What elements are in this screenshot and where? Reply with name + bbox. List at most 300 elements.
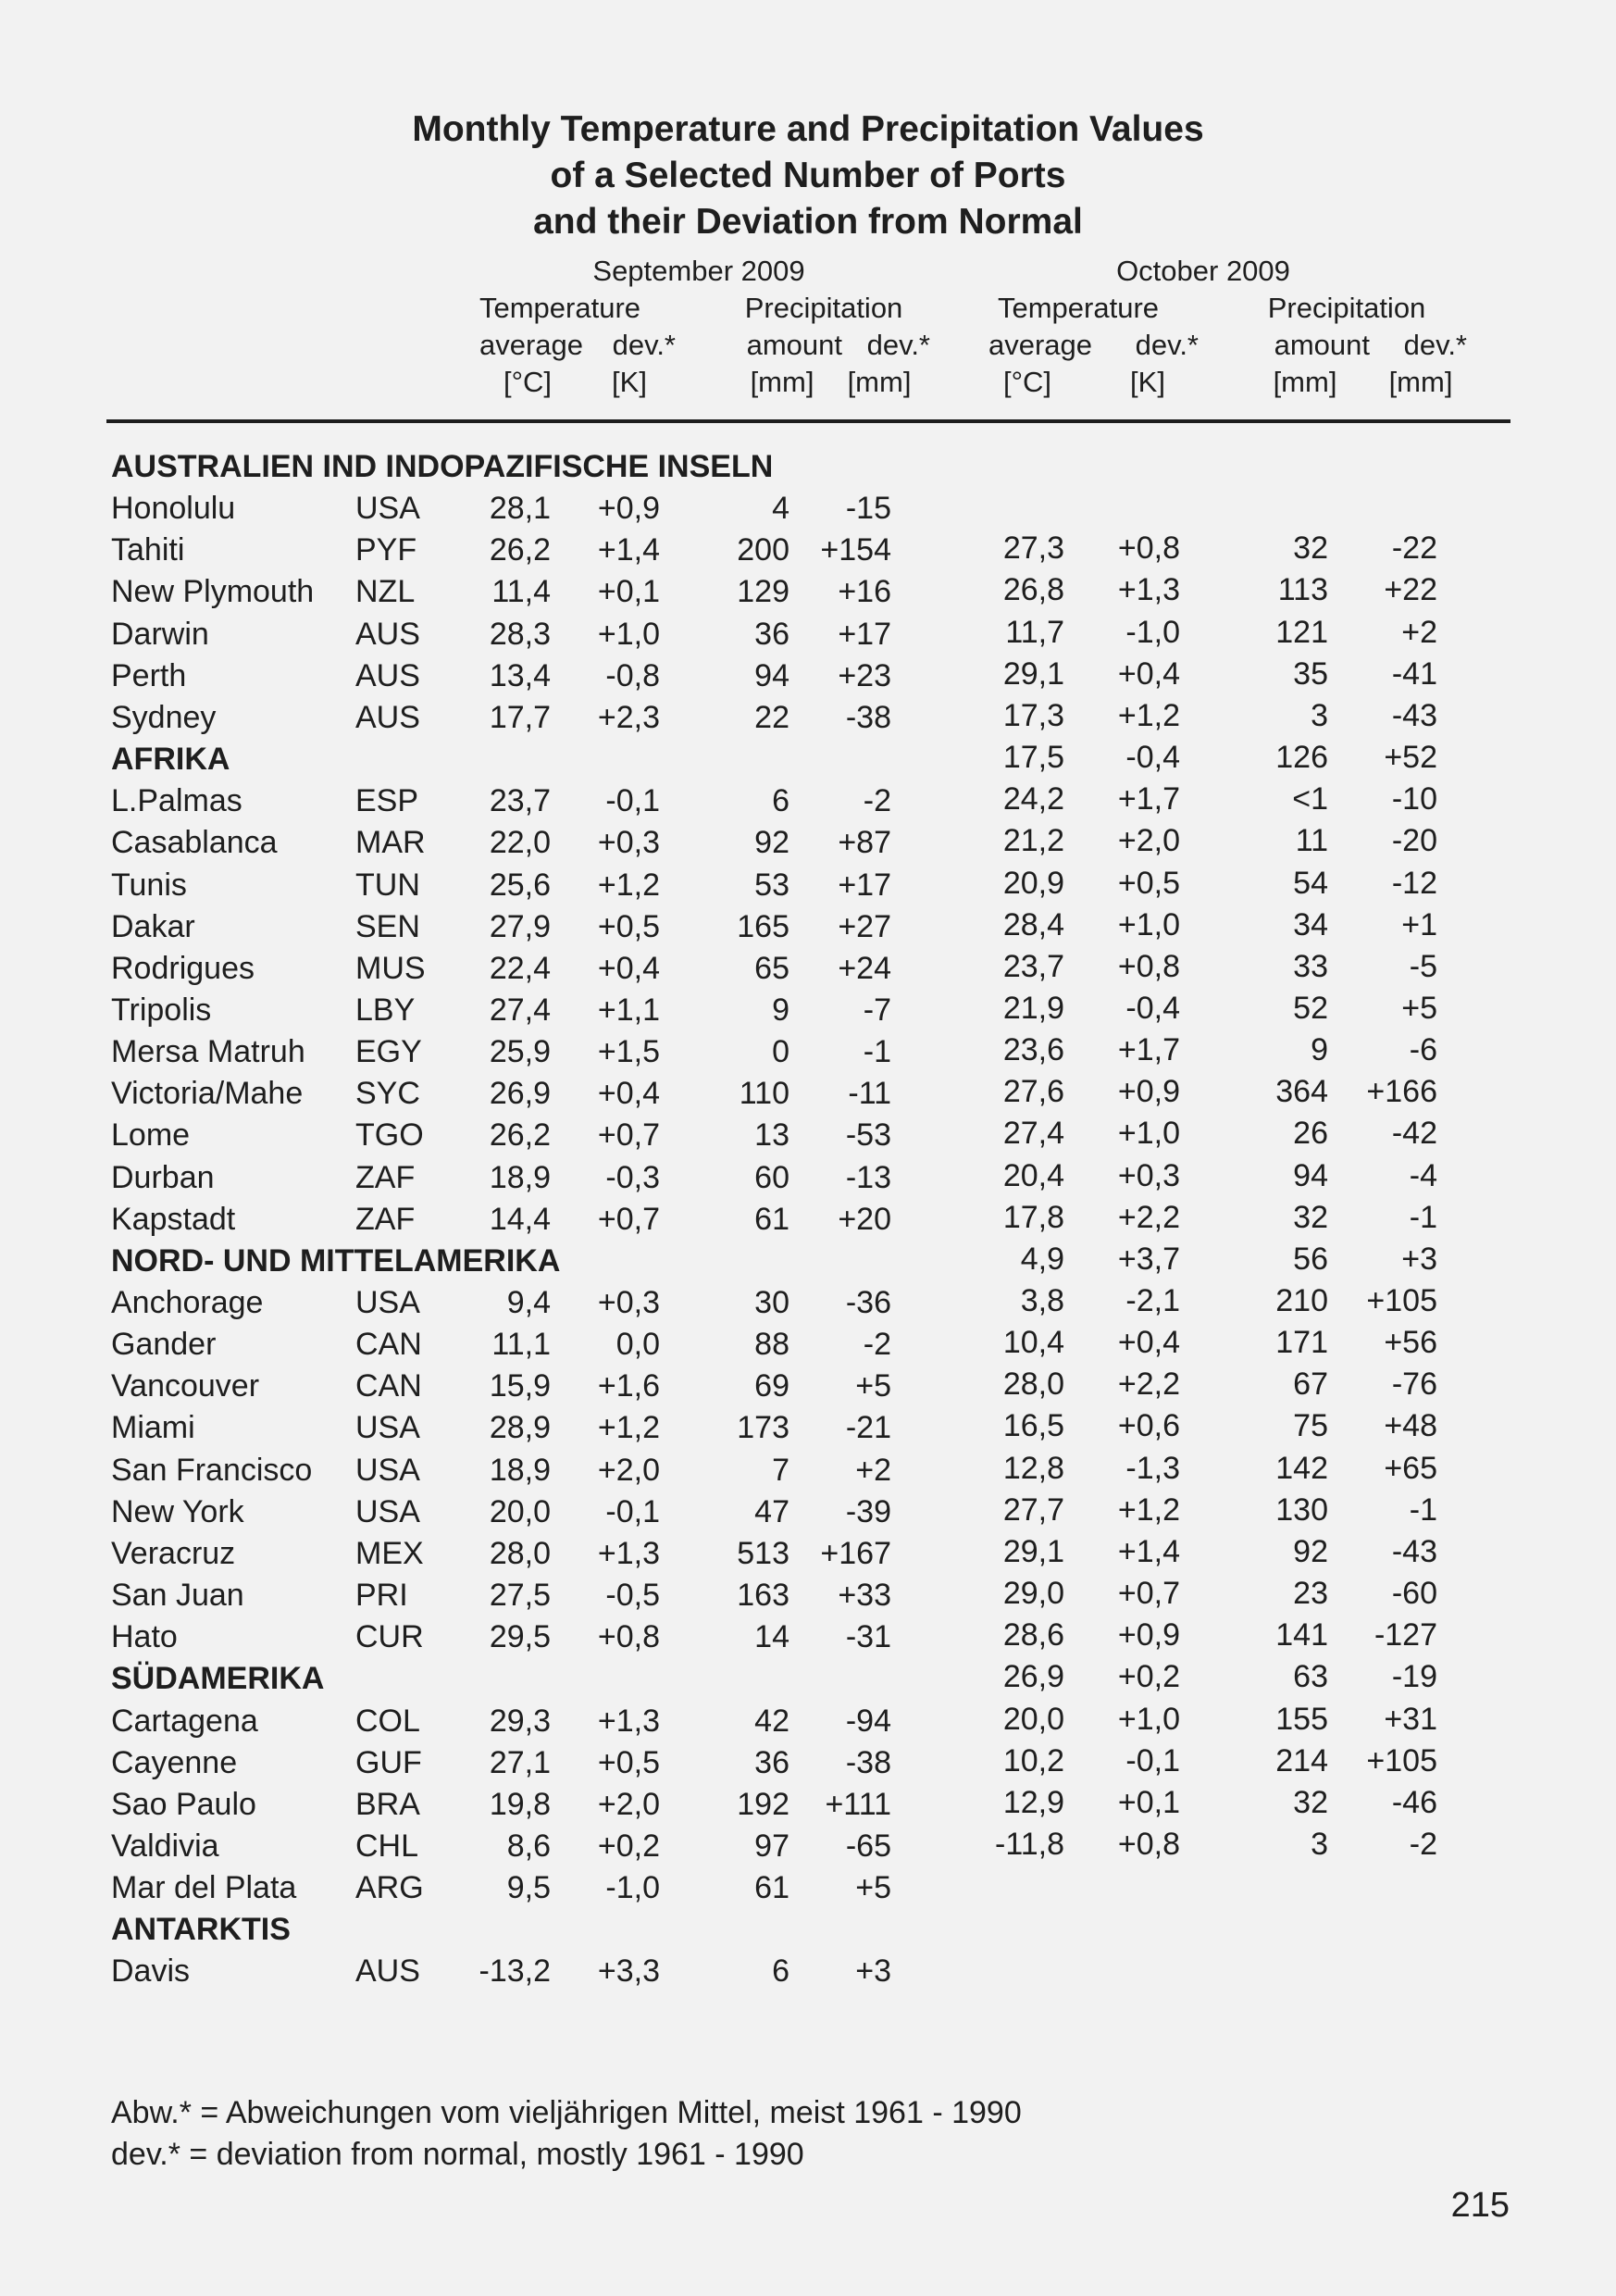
oct-temp-dev: +1,7 xyxy=(1117,781,1180,817)
oct-temp-dev: +2,2 xyxy=(1117,1199,1180,1235)
october-row xyxy=(0,905,1616,946)
sep-prec-dev: -94 xyxy=(845,1703,891,1739)
country-code: EGY xyxy=(355,1034,422,1070)
sep-amount: 6 xyxy=(772,783,789,819)
country-code: SYC xyxy=(355,1076,420,1112)
oct-prec-dev: -76 xyxy=(1391,1366,1437,1403)
sep-avg: 28,0 xyxy=(489,1535,551,1571)
sep-amount: 65 xyxy=(754,950,789,986)
october-row xyxy=(0,946,1616,988)
oct-avg: 4,9 xyxy=(1020,1241,1064,1277)
sep-prec-dev: +154 xyxy=(820,532,891,568)
oct-avg: 17,5 xyxy=(1002,740,1064,776)
sep-amount: 0 xyxy=(772,1034,789,1070)
country-code: TUN xyxy=(355,867,420,903)
oct-prec-dev: +3 xyxy=(1401,1241,1437,1277)
oct-prec-dev: +5 xyxy=(1401,990,1437,1026)
oct-prec-dev: -6 xyxy=(1409,1032,1437,1068)
header-rule xyxy=(106,419,1510,423)
sep-avg: 26,2 xyxy=(489,532,551,568)
sep-amount: 13 xyxy=(754,1117,789,1154)
sep-amount: 61 xyxy=(754,1870,789,1906)
sep-amount: 30 xyxy=(754,1285,789,1320)
sep-avg: 20,0 xyxy=(489,1493,551,1529)
header-oct-prec-dev: dev.* xyxy=(1403,329,1467,361)
oct-temp-dev: +1,3 xyxy=(1117,572,1180,608)
sep-prec-dev: -38 xyxy=(845,1744,891,1780)
header-oct-unit-k: [K] xyxy=(1130,366,1165,398)
oct-amount: 75 xyxy=(1293,1408,1328,1444)
oct-prec-dev: -10 xyxy=(1391,781,1437,817)
sep-temp-dev: +1,2 xyxy=(597,867,660,903)
sep-temp-dev: +1,5 xyxy=(597,1034,660,1070)
sep-prec-dev: +5 xyxy=(855,1368,891,1404)
oct-prec-dev: +105 xyxy=(1366,1742,1437,1778)
october-row xyxy=(0,863,1616,905)
sep-temp-dev: +2,0 xyxy=(597,1786,660,1822)
sep-prec-dev: +33 xyxy=(838,1578,891,1614)
sep-avg: 11,1 xyxy=(491,1327,551,1363)
page-title xyxy=(0,106,1616,245)
oct-amount: 11 xyxy=(1295,823,1328,859)
section-heading: NORD- UND MITTELAMERIKA xyxy=(111,1242,561,1279)
table-row xyxy=(0,1951,1616,1992)
sep-temp-dev: -0,1 xyxy=(605,783,660,819)
country-code: MUS xyxy=(355,950,426,986)
oct-temp-dev: +2,0 xyxy=(1117,823,1180,859)
port-name: Rodrigues xyxy=(111,950,255,986)
sep-prec-dev: -39 xyxy=(845,1493,891,1529)
header-sep-unit-mm-dev: [mm] xyxy=(847,366,912,398)
sep-amount: 173 xyxy=(737,1410,789,1446)
sep-amount: 42 xyxy=(754,1703,789,1739)
oct-prec-dev: +2 xyxy=(1401,614,1437,650)
oct-amount: 210 xyxy=(1275,1283,1328,1318)
oct-avg: 23,7 xyxy=(1002,948,1064,984)
sep-avg: 26,2 xyxy=(489,1117,551,1154)
port-name: Sao Paulo xyxy=(111,1786,256,1822)
oct-amount: 214 xyxy=(1275,1742,1328,1778)
country-code: ZAF xyxy=(355,1159,416,1195)
port-name: Vancouver xyxy=(111,1368,260,1404)
sep-temp-dev: +0,2 xyxy=(597,1828,660,1864)
oct-amount: <1 xyxy=(1292,781,1328,817)
oct-temp-dev: +0,8 xyxy=(1117,1826,1180,1862)
port-name: Darwin xyxy=(111,616,209,652)
oct-temp-dev: +1,0 xyxy=(1117,1116,1180,1152)
sep-amount: 9 xyxy=(772,992,789,1028)
country-code: USA xyxy=(355,1285,420,1320)
port-name: Dakar xyxy=(111,908,195,944)
port-name: Davis xyxy=(111,1953,191,1990)
oct-avg: 28,0 xyxy=(1002,1366,1064,1403)
oct-prec-dev: -41 xyxy=(1391,655,1437,692)
port-name: Cartagena xyxy=(111,1703,258,1739)
port-name: Valdivia xyxy=(111,1828,219,1864)
port-name: New Plymouth xyxy=(111,574,315,610)
oct-amount: 126 xyxy=(1275,740,1328,776)
oct-prec-dev: -127 xyxy=(1374,1617,1437,1653)
oct-avg: 3,8 xyxy=(1020,1283,1064,1318)
sep-avg: 8,6 xyxy=(506,1828,551,1864)
oct-temp-dev: +0,9 xyxy=(1117,1617,1180,1653)
october-row xyxy=(0,1155,1616,1197)
oct-temp-dev: -0,4 xyxy=(1125,990,1180,1026)
port-name: Casablanca xyxy=(111,825,278,861)
port-name: L.Palmas xyxy=(111,783,242,819)
section-heading: ANTARKTIS xyxy=(111,1912,291,1948)
oct-prec-dev: -43 xyxy=(1391,1533,1437,1569)
sep-amount: 88 xyxy=(754,1327,789,1363)
oct-avg: -11,8 xyxy=(995,1826,1064,1862)
oct-temp-dev: +0,8 xyxy=(1117,948,1180,984)
october-row xyxy=(0,737,1616,779)
oct-temp-dev: +0,4 xyxy=(1117,655,1180,692)
october-row xyxy=(0,528,1616,569)
sep-prec-dev: -65 xyxy=(845,1828,891,1864)
october-row xyxy=(0,1322,1616,1364)
oct-amount: 113 xyxy=(1277,572,1328,608)
sep-prec-dev: -36 xyxy=(845,1285,891,1320)
sep-avg: 29,3 xyxy=(489,1703,551,1739)
october-row xyxy=(0,1490,1616,1531)
sep-temp-dev: +0,9 xyxy=(597,491,660,527)
country-code: ZAF xyxy=(355,1201,416,1237)
oct-amount: 9 xyxy=(1311,1032,1328,1068)
sep-prec-dev: +23 xyxy=(838,657,891,693)
header-oct-unit-mm-dev: [mm] xyxy=(1388,366,1453,398)
sep-prec-dev: +17 xyxy=(838,616,891,652)
sep-amount: 4 xyxy=(772,491,789,527)
port-name: Hato xyxy=(111,1619,178,1655)
sep-temp-dev: +1,2 xyxy=(597,1410,660,1446)
sep-prec-dev: -53 xyxy=(845,1117,891,1154)
oct-avg: 21,9 xyxy=(1002,990,1064,1026)
oct-temp-dev: -0,1 xyxy=(1125,1742,1180,1778)
oct-amount: 130 xyxy=(1275,1491,1328,1528)
sep-prec-dev: +111 xyxy=(825,1786,891,1822)
october-row xyxy=(0,1741,1616,1782)
country-code: MAR xyxy=(355,825,426,861)
october-row xyxy=(0,1197,1616,1239)
sep-amount: 53 xyxy=(754,867,789,903)
oct-avg: 23,6 xyxy=(1002,1032,1064,1068)
country-code: BRA xyxy=(355,1786,420,1822)
oct-prec-dev: -20 xyxy=(1391,823,1437,859)
oct-avg: 28,4 xyxy=(1002,906,1064,942)
sep-amount: 163 xyxy=(737,1578,789,1614)
sep-avg: 11,4 xyxy=(491,574,551,610)
oct-amount: 54 xyxy=(1293,865,1328,901)
sep-temp-dev: +1,6 xyxy=(597,1368,660,1404)
sep-avg: 27,5 xyxy=(489,1578,551,1614)
oct-avg: 20,4 xyxy=(1002,1157,1064,1193)
oct-prec-dev: +65 xyxy=(1384,1450,1437,1486)
oct-avg: 28,6 xyxy=(1002,1617,1064,1653)
oct-amount: 121 xyxy=(1275,614,1328,650)
oct-amount: 94 xyxy=(1293,1157,1328,1193)
sep-temp-dev: -0,5 xyxy=(605,1578,660,1614)
sep-temp-dev: +3,3 xyxy=(597,1953,660,1990)
footnote-en: dev.* = deviation from normal, mostly 1961 - 1990 xyxy=(111,2137,804,2172)
sep-avg: 18,9 xyxy=(489,1452,551,1488)
oct-temp-dev: +1,2 xyxy=(1117,1491,1180,1528)
sep-amount: 14 xyxy=(754,1619,789,1655)
oct-avg: 26,9 xyxy=(1002,1659,1064,1695)
oct-temp-dev: +2,2 xyxy=(1117,1366,1180,1403)
oct-temp-dev: +1,2 xyxy=(1117,697,1180,733)
oct-amount: 34 xyxy=(1293,906,1328,942)
port-name: Mersa Matruh xyxy=(111,1034,305,1070)
sep-prec-dev: +87 xyxy=(838,825,891,861)
sep-prec-dev: -21 xyxy=(845,1410,891,1446)
oct-prec-dev: +48 xyxy=(1384,1408,1437,1444)
sep-temp-dev: +2,3 xyxy=(597,699,660,735)
oct-temp-dev: +0,9 xyxy=(1117,1074,1180,1110)
oct-avg: 27,4 xyxy=(1002,1116,1064,1152)
header-sep-amount: amount xyxy=(746,329,842,361)
oct-prec-dev: +105 xyxy=(1366,1283,1437,1318)
sep-avg: 22,0 xyxy=(489,825,551,861)
oct-prec-dev: -1 xyxy=(1409,1491,1437,1528)
sep-prec-dev: +2 xyxy=(855,1452,891,1488)
country-code: CUR xyxy=(355,1619,424,1655)
oct-temp-dev: +1,0 xyxy=(1117,1701,1180,1737)
sep-avg: 27,4 xyxy=(489,992,551,1028)
october-row xyxy=(0,1029,1616,1071)
sep-avg: 27,9 xyxy=(489,908,551,944)
country-code: SEN xyxy=(355,908,420,944)
sep-amount: 61 xyxy=(754,1201,789,1237)
country-code: AUS xyxy=(355,699,420,735)
october-row xyxy=(0,1699,1616,1741)
country-code: USA xyxy=(355,491,420,527)
header-sep-temperature: Temperature xyxy=(479,292,641,324)
header-sep-unit-k: [K] xyxy=(612,366,647,398)
sep-temp-dev: +0,8 xyxy=(597,1619,660,1655)
sep-amount: 94 xyxy=(754,657,789,693)
oct-avg: 12,8 xyxy=(1002,1450,1064,1486)
port-name: Kapstadt xyxy=(111,1201,236,1237)
october-row xyxy=(0,1615,1616,1656)
oct-prec-dev: -19 xyxy=(1391,1659,1437,1695)
oct-prec-dev: +31 xyxy=(1384,1701,1437,1737)
october-row xyxy=(0,654,1616,695)
sep-prec-dev: -2 xyxy=(863,1327,891,1363)
sep-prec-dev: +27 xyxy=(838,908,891,944)
country-code: PRI xyxy=(355,1578,408,1614)
oct-prec-dev: -46 xyxy=(1391,1784,1437,1820)
oct-amount: 63 xyxy=(1293,1659,1328,1695)
october-row xyxy=(0,1364,1616,1405)
sep-temp-dev: +2,0 xyxy=(597,1452,660,1488)
port-name: New York xyxy=(111,1493,244,1529)
port-name: Miami xyxy=(111,1410,195,1446)
oct-temp-dev: +1,7 xyxy=(1117,1032,1180,1068)
country-code: CHL xyxy=(355,1828,419,1864)
port-name: Durban xyxy=(111,1159,215,1195)
sep-avg: 27,1 xyxy=(489,1744,551,1780)
port-name: Mar del Plata xyxy=(111,1870,297,1906)
sep-prec-dev: -2 xyxy=(863,783,891,819)
country-code: LBY xyxy=(355,992,416,1028)
sep-amount: 47 xyxy=(754,1493,789,1529)
sep-avg: 22,4 xyxy=(489,950,551,986)
sep-amount: 97 xyxy=(754,1828,789,1864)
title-line-2: of a Selected Number of Ports xyxy=(550,156,1066,195)
header-oct-precipitation: Precipitation xyxy=(1267,292,1426,324)
oct-amount: 32 xyxy=(1293,1199,1328,1235)
oct-prec-dev: -22 xyxy=(1391,530,1437,567)
header-oct-unit-c: [°C] xyxy=(1002,366,1051,398)
sep-temp-dev: +0,5 xyxy=(597,1744,660,1780)
sep-amount: 7 xyxy=(772,1452,789,1488)
section-heading: AFRIKA xyxy=(111,742,230,778)
country-code: AUS xyxy=(355,657,420,693)
header-sep-unit-c: [°C] xyxy=(503,366,552,398)
country-code: CAN xyxy=(355,1327,422,1363)
sep-temp-dev: +0,5 xyxy=(597,908,660,944)
sep-avg: 25,9 xyxy=(489,1034,551,1070)
port-name: Cayenne xyxy=(111,1744,238,1780)
header-october: October 2009 xyxy=(1116,255,1290,287)
sep-amount: 6 xyxy=(772,1953,789,1990)
oct-avg: 17,3 xyxy=(1002,697,1064,733)
october-row xyxy=(0,779,1616,820)
oct-amount: 35 xyxy=(1293,655,1328,692)
oct-avg: 24,2 xyxy=(1002,781,1064,817)
october-row xyxy=(0,1071,1616,1113)
oct-prec-dev: -5 xyxy=(1409,948,1437,984)
oct-temp-dev: +0,5 xyxy=(1117,865,1180,901)
sep-avg: 28,1 xyxy=(489,491,551,527)
october-row xyxy=(0,1405,1616,1447)
sep-temp-dev: +1,3 xyxy=(597,1535,660,1571)
port-name: Sydney xyxy=(111,699,217,735)
sep-amount: 60 xyxy=(754,1159,789,1195)
oct-temp-dev: +1,0 xyxy=(1117,906,1180,942)
port-name: Tripolis xyxy=(111,992,212,1028)
october-row xyxy=(0,820,1616,862)
oct-amount: 32 xyxy=(1293,1784,1328,1820)
country-code: USA xyxy=(355,1410,420,1446)
oct-amount: 142 xyxy=(1275,1450,1328,1486)
sep-amount: 129 xyxy=(737,574,789,610)
table-row xyxy=(0,1867,1616,1909)
country-code: COL xyxy=(355,1703,420,1739)
october-row xyxy=(0,988,1616,1029)
oct-prec-dev: -12 xyxy=(1391,865,1437,901)
oct-prec-dev: -2 xyxy=(1409,1826,1437,1862)
oct-amount: 26 xyxy=(1293,1116,1328,1152)
sep-temp-dev: +0,4 xyxy=(597,950,660,986)
header-sep-prec-dev: dev.* xyxy=(866,329,930,361)
oct-avg: 20,9 xyxy=(1002,865,1064,901)
sep-temp-dev: +0,3 xyxy=(597,1285,660,1320)
october-row xyxy=(0,1782,1616,1824)
oct-prec-dev: -43 xyxy=(1391,697,1437,733)
sep-prec-dev: -7 xyxy=(863,992,891,1028)
oct-avg: 27,6 xyxy=(1002,1074,1064,1110)
sep-prec-dev: +20 xyxy=(838,1201,891,1237)
sep-amount: 36 xyxy=(754,1744,789,1780)
sep-prec-dev: +5 xyxy=(855,1870,891,1906)
oct-avg: 26,8 xyxy=(1002,572,1064,608)
oct-temp-dev: +0,6 xyxy=(1117,1408,1180,1444)
october-row xyxy=(0,1239,1616,1280)
sep-amount: 36 xyxy=(754,616,789,652)
oct-temp-dev: +3,7 xyxy=(1117,1241,1180,1277)
oct-amount: 155 xyxy=(1275,1701,1328,1737)
sep-prec-dev: -11 xyxy=(848,1076,891,1112)
oct-prec-dev: +52 xyxy=(1384,740,1437,776)
october-row xyxy=(0,1113,1616,1154)
sep-temp-dev: +1,3 xyxy=(597,1703,660,1739)
october-row xyxy=(0,1656,1616,1698)
title-line-3: and their Deviation from Normal xyxy=(533,202,1083,242)
sep-avg: 28,9 xyxy=(489,1410,551,1446)
sep-prec-dev: +17 xyxy=(838,867,891,903)
oct-amount: 364 xyxy=(1275,1074,1328,1110)
sep-temp-dev: +1,0 xyxy=(597,616,660,652)
oct-temp-dev: +0,3 xyxy=(1117,1157,1180,1193)
port-name: Anchorage xyxy=(111,1285,264,1320)
oct-temp-dev: +0,8 xyxy=(1117,530,1180,567)
sep-avg: 26,9 xyxy=(489,1076,551,1112)
oct-avg: 11,7 xyxy=(1005,614,1064,650)
oct-amount: 3 xyxy=(1311,697,1328,733)
oct-amount: 92 xyxy=(1293,1533,1328,1569)
oct-amount: 33 xyxy=(1293,948,1328,984)
oct-temp-dev: +0,1 xyxy=(1117,1784,1180,1820)
oct-avg: 20,0 xyxy=(1002,1701,1064,1737)
oct-prec-dev: -60 xyxy=(1391,1576,1437,1612)
oct-amount: 3 xyxy=(1311,1826,1328,1862)
sep-temp-dev: -1,0 xyxy=(605,1870,660,1906)
sep-temp-dev: -0,3 xyxy=(605,1159,660,1195)
october-row xyxy=(0,569,1616,611)
port-name: San Francisco xyxy=(111,1452,313,1488)
port-name: Lome xyxy=(111,1117,191,1154)
country-code: AUS xyxy=(355,616,420,652)
country-code: MEX xyxy=(355,1535,424,1571)
sep-avg: 13,4 xyxy=(489,657,551,693)
sep-temp-dev: +0,1 xyxy=(597,574,660,610)
oct-temp-dev: -2,1 xyxy=(1125,1283,1180,1318)
oct-temp-dev: -1,0 xyxy=(1125,614,1180,650)
oct-avg: 29,1 xyxy=(1002,655,1064,692)
port-name: Veracruz xyxy=(111,1535,236,1571)
sep-amount: 200 xyxy=(737,532,789,568)
section-heading: AUSTRALIEN IND INDOPAZIFISCHE INSELN xyxy=(111,449,774,484)
sep-amount: 69 xyxy=(754,1368,789,1404)
sep-temp-dev: +0,4 xyxy=(597,1076,660,1112)
sep-amount: 22 xyxy=(754,699,789,735)
header-oct-temperature: Temperature xyxy=(997,292,1160,324)
header-september: September 2009 xyxy=(592,255,805,287)
sep-prec-dev: -13 xyxy=(845,1159,891,1195)
country-code: AUS xyxy=(355,1953,420,1990)
footnote-de: Abw.* = Abweichungen vom vieljährigen Mittel, meist 1961 - 1990 xyxy=(111,2095,1022,2130)
sep-temp-dev: +0,7 xyxy=(597,1117,660,1154)
sep-avg: 28,3 xyxy=(489,616,551,652)
oct-temp-dev: +0,7 xyxy=(1117,1576,1180,1612)
country-code: USA xyxy=(355,1452,420,1488)
oct-avg: 27,7 xyxy=(1002,1491,1064,1528)
oct-temp-dev: -0,4 xyxy=(1125,740,1180,776)
sep-prec-dev: +167 xyxy=(820,1535,891,1571)
table-row xyxy=(0,488,1616,530)
